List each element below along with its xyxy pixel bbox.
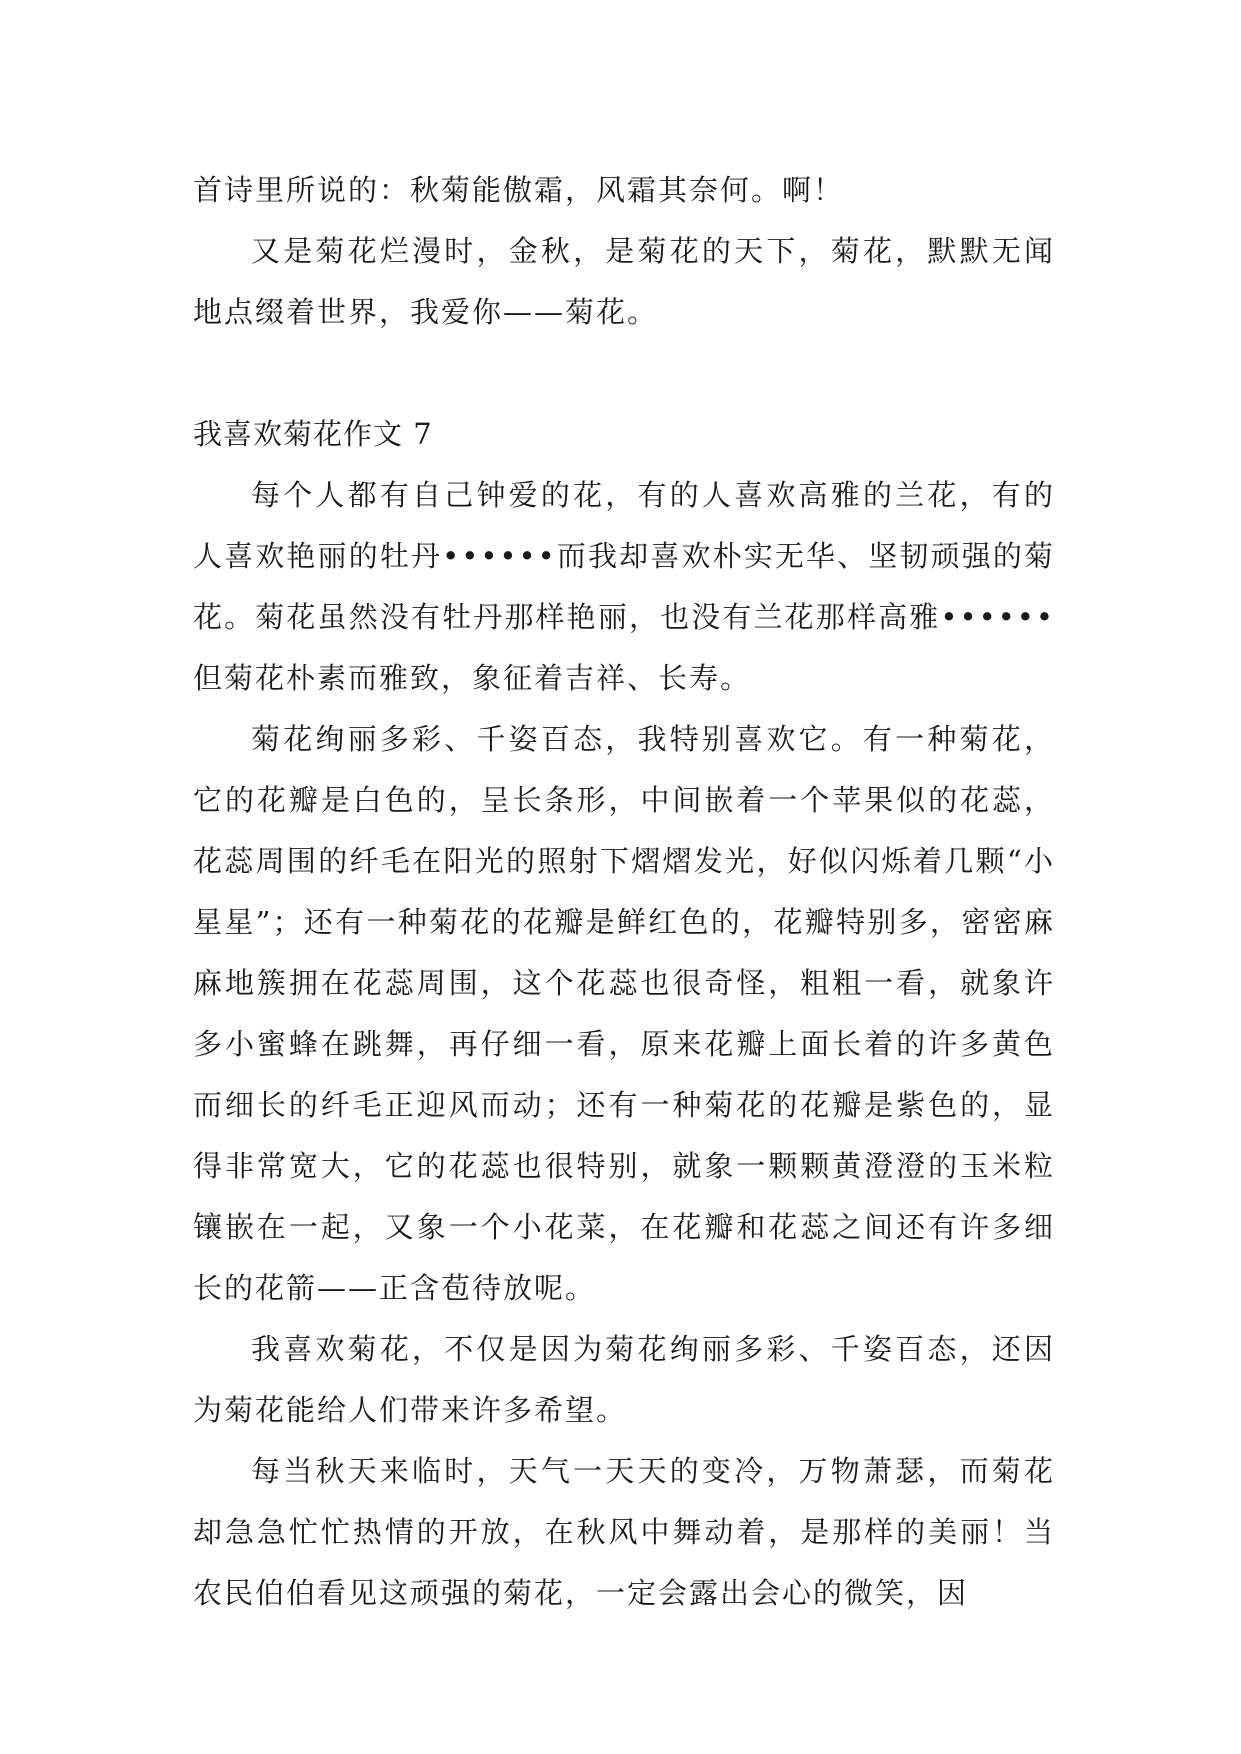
document-body bbox=[193, 160, 1055, 1624]
section-title: 我喜欢菊花作文 7 bbox=[193, 417, 433, 451]
paragraph-1: 每个人都有自己钟爱的花，有的人喜欢高雅的兰花，有的人喜欢艳丽的牡丹••••••而我却喜欢朴实无华、坚韧顽强的菊花。菊花虽然没有牡丹那样艳丽，也没有兰花那样高雅••••••但菊花朴素而雅致，象征着吉祥、长寿。 bbox=[193, 478, 1055, 695]
paragraph-4: 每当秋天来临时，天气一天天的变冷，万物萧瑟，而菊花却急急忙忙热情的开放，在秋风中舞动着，是那样的美丽！当农民伯伯看见这顽强的菊花，一定会露出会心的微笑，因 bbox=[193, 1454, 1055, 1610]
paragraph-continuation-1: 首诗里所说的：秋菊能傲霜，风霜其奈何。啊！ bbox=[193, 173, 845, 207]
paragraph-3: 我喜欢菊花，不仅是因为菊花绚丽多彩、千姿百态，还因为菊花能给人们带来许多希望。 bbox=[193, 1332, 1055, 1427]
paragraph-continuation-2: 又是菊花烂漫时，金秋，是菊花的天下，菊花，默默无闻地点缀着世界，我爱你——菊花。 bbox=[193, 234, 1055, 329]
paragraph-2: 菊花绚丽多彩、千姿百态，我特别喜欢它。有一种菊花，它的花瓣是白色的，呈长条形，中间嵌着一个苹果似的花蕊，花蕊周围的纤毛在阳光的照射下熠熠发光，好似闪烁着几颗“小星星”；还有一种菊花的花瓣是鲜红色的，花瓣特别多，密密麻麻地簇拥在花蕊周围，这个花蕊也很奇怪，粗粗一看，就象许多小蜜蜂在跳舞，再仔细一看，原来花瓣上面长着的许多黄色而细长的纤毛正迎风而动；还有一种菊花的花瓣是紫色的，显得非常宽大，它的花蕊也很特别，就象一颗颗黄澄澄的玉米粒镶嵌在一起，又象一个小花菜，在花瓣和花蕊之间还有许多细长的花箭——正含苞待放呢。 bbox=[193, 722, 1055, 1305]
